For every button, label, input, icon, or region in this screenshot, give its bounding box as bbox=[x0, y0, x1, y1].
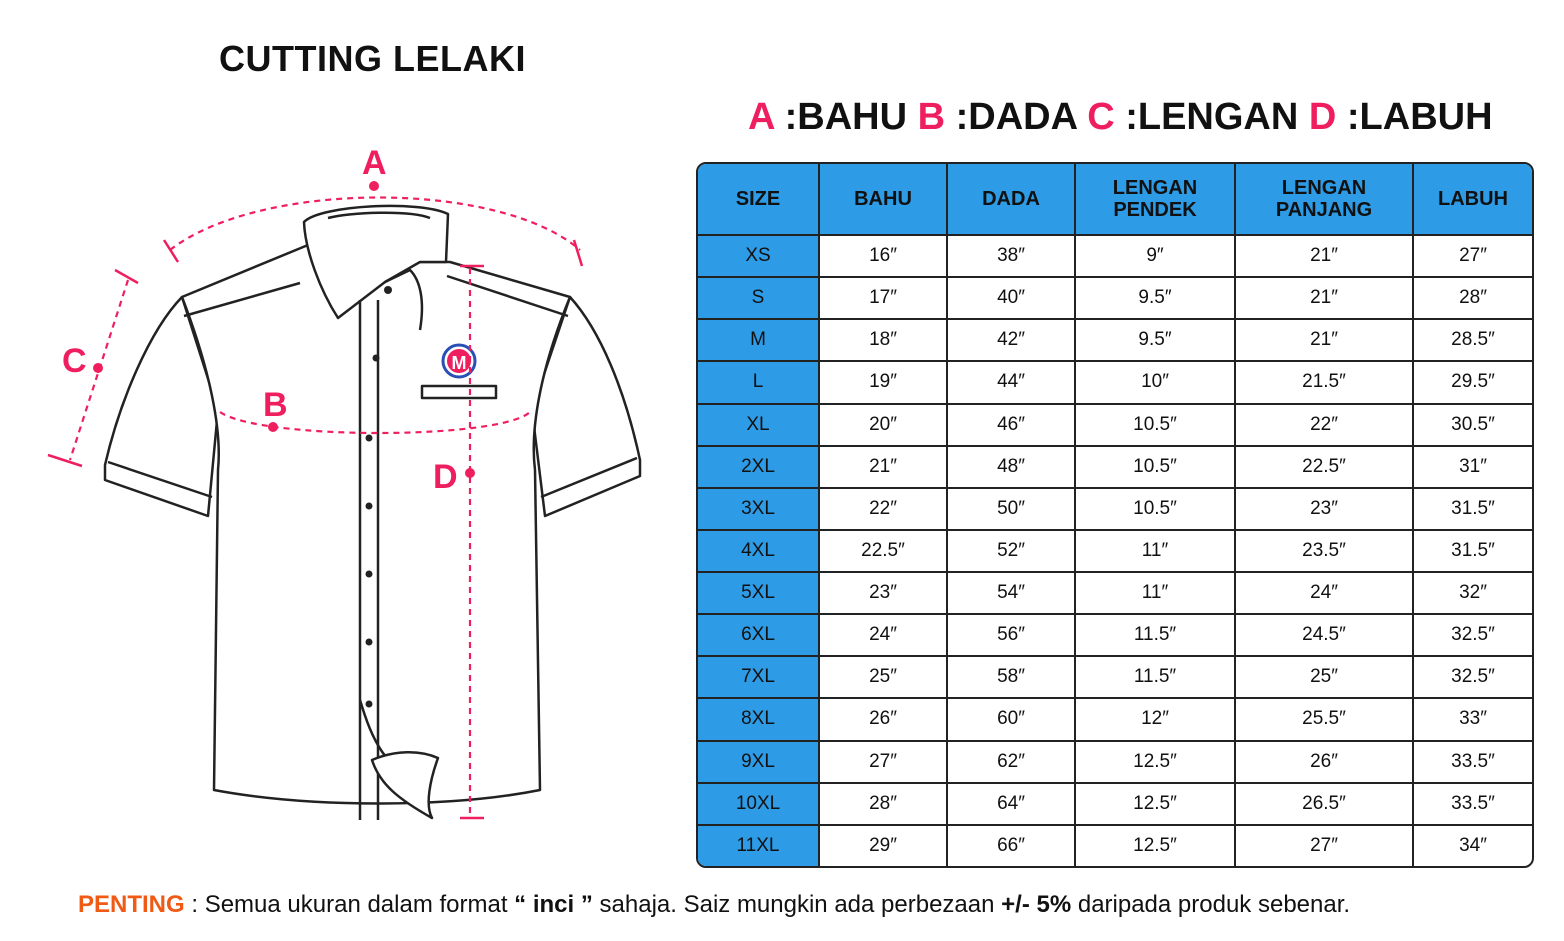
table-row bbox=[698, 656, 1532, 698]
measurement-cell: 32.5″ bbox=[1413, 656, 1532, 698]
measurement-cell: 23″ bbox=[1235, 488, 1413, 530]
size-cell: 5XL bbox=[698, 572, 819, 614]
marker-a: A bbox=[362, 144, 387, 182]
measurement-cell: 10″ bbox=[1075, 361, 1235, 403]
note-text-1: : Semua ukuran dalam format bbox=[184, 891, 515, 918]
measurement-cell: 21″ bbox=[1235, 277, 1413, 319]
measurement-cell: 12.5″ bbox=[1075, 741, 1235, 783]
measurement-cell: 60″ bbox=[947, 698, 1075, 740]
table-row bbox=[698, 698, 1532, 740]
measurement-cell: 9″ bbox=[1075, 235, 1235, 277]
measurement-cell: 19″ bbox=[819, 361, 947, 403]
measurement-cell: 28.5″ bbox=[1413, 319, 1532, 361]
header-dada: DADA bbox=[947, 164, 1075, 235]
measurement-cell: 17″ bbox=[819, 277, 947, 319]
measurement-cell: 56″ bbox=[947, 614, 1075, 656]
size-cell: 9XL bbox=[698, 741, 819, 783]
legend-key-d: D bbox=[1308, 96, 1337, 138]
header-labuh: LABUH bbox=[1413, 164, 1532, 235]
note-text-3: daripada produk sebenar. bbox=[1071, 891, 1351, 918]
measurement-cell: 11″ bbox=[1075, 530, 1235, 572]
measurement-cell: 9.5″ bbox=[1075, 277, 1235, 319]
size-cell: M bbox=[698, 319, 819, 361]
measurement-cell: 11.5″ bbox=[1075, 656, 1235, 698]
measurement-cell: 9.5″ bbox=[1075, 319, 1235, 361]
size-cell: 8XL bbox=[698, 698, 819, 740]
table-row bbox=[698, 277, 1532, 319]
table-row bbox=[698, 446, 1532, 488]
page-title: CUTTING LELAKI bbox=[219, 38, 526, 79]
measurement-cell: 21″ bbox=[1235, 235, 1413, 277]
measurement-cell: 46″ bbox=[947, 404, 1075, 446]
legend-label-b: :DADA bbox=[955, 96, 1077, 138]
important-note bbox=[78, 891, 1350, 919]
measurement-cell: 12.5″ bbox=[1075, 825, 1235, 866]
measurement-cell: 23.5″ bbox=[1235, 530, 1413, 572]
size-cell: XL bbox=[698, 404, 819, 446]
measurement-cell: 31.5″ bbox=[1413, 530, 1532, 572]
measurement-cell: 48″ bbox=[947, 446, 1075, 488]
table-row bbox=[698, 361, 1532, 403]
table-row bbox=[698, 530, 1532, 572]
measurement-cell: 21.5″ bbox=[1235, 361, 1413, 403]
table-row bbox=[698, 572, 1532, 614]
legend-label-c: :LENGAN bbox=[1125, 96, 1299, 138]
size-cell: 10XL bbox=[698, 783, 819, 825]
measurement-cell: 33.5″ bbox=[1413, 741, 1532, 783]
table-row bbox=[698, 235, 1532, 277]
size-cell: 2XL bbox=[698, 446, 819, 488]
table-row bbox=[698, 783, 1532, 825]
legend-label-a: :BAHU bbox=[784, 96, 908, 138]
header-size: SIZE bbox=[698, 164, 819, 235]
size-cell: 6XL bbox=[698, 614, 819, 656]
measurement-cell: 58″ bbox=[947, 656, 1075, 698]
measurement-cell: 62″ bbox=[947, 741, 1075, 783]
measurement-cell: 44″ bbox=[947, 361, 1075, 403]
measurement-legend bbox=[748, 96, 1493, 139]
measurement-cell: 25″ bbox=[1235, 656, 1413, 698]
size-chart bbox=[696, 162, 1534, 868]
size-cell: S bbox=[698, 277, 819, 319]
measurement-cell: 29″ bbox=[819, 825, 947, 866]
measurement-cell: 40″ bbox=[947, 277, 1075, 319]
measurement-cell: 10.5″ bbox=[1075, 446, 1235, 488]
logo-letter: M bbox=[451, 353, 467, 373]
size-table bbox=[698, 164, 1532, 866]
measurement-cell: 12.5″ bbox=[1075, 783, 1235, 825]
size-cell: 3XL bbox=[698, 488, 819, 530]
measurement-cell: 27″ bbox=[1413, 235, 1532, 277]
measurement-cell: 30.5″ bbox=[1413, 404, 1532, 446]
measurement-cell: 11.5″ bbox=[1075, 614, 1235, 656]
note-unit: “ inci ” bbox=[514, 891, 593, 918]
measurement-cell: 25″ bbox=[819, 656, 947, 698]
measurement-cell: 16″ bbox=[819, 235, 947, 277]
measurement-cell: 38″ bbox=[947, 235, 1075, 277]
marker-d: D bbox=[433, 458, 458, 496]
measurement-cell: 24″ bbox=[819, 614, 947, 656]
measurement-cell: 21″ bbox=[1235, 319, 1413, 361]
measurement-cell: 50″ bbox=[947, 488, 1075, 530]
measurement-cell: 25.5″ bbox=[1235, 698, 1413, 740]
measurement-cell: 29.5″ bbox=[1413, 361, 1532, 403]
measurement-cell: 54″ bbox=[947, 572, 1075, 614]
size-cell: 11XL bbox=[698, 825, 819, 866]
measurement-cell: 26″ bbox=[1235, 741, 1413, 783]
table-header-row bbox=[698, 164, 1532, 235]
measurement-cell: 18″ bbox=[819, 319, 947, 361]
measurement-cell: 22″ bbox=[819, 488, 947, 530]
table-row bbox=[698, 488, 1532, 530]
measurement-cell: 26.5″ bbox=[1235, 783, 1413, 825]
size-cell: L bbox=[698, 361, 819, 403]
size-cell: 4XL bbox=[698, 530, 819, 572]
measurement-cell: 11″ bbox=[1075, 572, 1235, 614]
measurement-cell: 27″ bbox=[819, 741, 947, 783]
legend-key-c: C bbox=[1087, 96, 1115, 138]
size-cell: XS bbox=[698, 235, 819, 277]
marker-c: C bbox=[62, 342, 87, 380]
table-row bbox=[698, 319, 1532, 361]
measurement-cell: 20″ bbox=[819, 404, 947, 446]
note-text-2: sahaja. Saiz mungkin ada perbezaan bbox=[592, 891, 1002, 918]
measurement-cell: 24″ bbox=[1235, 572, 1413, 614]
header-lengan-panjang: LENGAN PANJANG bbox=[1235, 164, 1413, 235]
measurement-cell: 21″ bbox=[819, 446, 947, 488]
measurement-cell: 27″ bbox=[1235, 825, 1413, 866]
measurement-cell: 34″ bbox=[1413, 825, 1532, 866]
table-row bbox=[698, 404, 1532, 446]
note-tolerance: +/- 5% bbox=[1001, 891, 1072, 918]
header-lengan-pendek: LENGAN PENDEK bbox=[1075, 164, 1235, 235]
measurement-cell: 10.5″ bbox=[1075, 488, 1235, 530]
measurement-cell: 12″ bbox=[1075, 698, 1235, 740]
measurement-cell: 23″ bbox=[819, 572, 947, 614]
table-body bbox=[698, 235, 1532, 866]
shirt-outline bbox=[105, 206, 640, 820]
measurement-cell: 24.5″ bbox=[1235, 614, 1413, 656]
measurement-cell: 64″ bbox=[947, 783, 1075, 825]
table-row bbox=[698, 825, 1532, 866]
measurement-cell: 28″ bbox=[819, 783, 947, 825]
note-label: PENTING bbox=[78, 891, 185, 918]
size-cell: 7XL bbox=[698, 656, 819, 698]
shirt-diagram bbox=[0, 140, 690, 840]
table-row bbox=[698, 741, 1532, 783]
measurement-cell: 31.5″ bbox=[1413, 488, 1532, 530]
table-row bbox=[698, 614, 1532, 656]
header-bahu: BAHU bbox=[819, 164, 947, 235]
measurement-cell: 32″ bbox=[1413, 572, 1532, 614]
measurement-cell: 52″ bbox=[947, 530, 1075, 572]
marker-b: B bbox=[263, 386, 288, 424]
legend-key-b: B bbox=[917, 96, 946, 138]
measurement-cell: 26″ bbox=[819, 698, 947, 740]
legend-key-a: A bbox=[748, 96, 775, 138]
legend-label-d: :LABUH bbox=[1346, 96, 1493, 138]
measurement-cell: 22.5″ bbox=[819, 530, 947, 572]
measurement-cell: 32.5″ bbox=[1413, 614, 1532, 656]
measurement-cell: 33″ bbox=[1413, 698, 1532, 740]
measurement-cell: 42″ bbox=[947, 319, 1075, 361]
measurement-cell: 22.5″ bbox=[1235, 446, 1413, 488]
measurement-cell: 66″ bbox=[947, 825, 1075, 866]
measurement-cell: 33.5″ bbox=[1413, 783, 1532, 825]
measurement-cell: 31″ bbox=[1413, 446, 1532, 488]
measurement-cell: 22″ bbox=[1235, 404, 1413, 446]
measurement-cell: 28″ bbox=[1413, 277, 1532, 319]
measurement-cell: 10.5″ bbox=[1075, 404, 1235, 446]
